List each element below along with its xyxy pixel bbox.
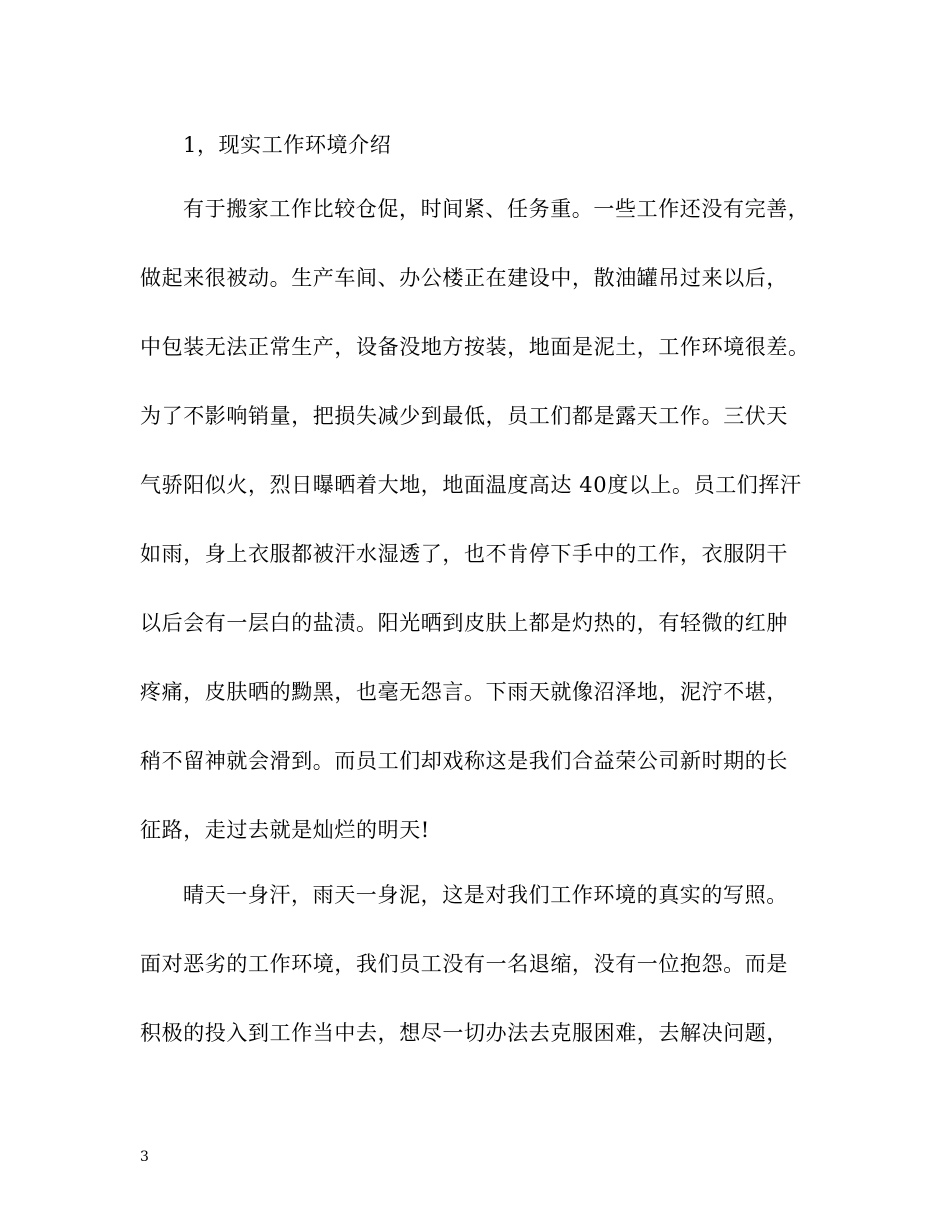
paragraph-line: 为了不影响销量，把损失减少到最低，员工们都是露天工作。三伏天 xyxy=(140,404,788,428)
paragraph-line: 气骄阳似火，烈日曝晒着大地，地面温度高达 40度以上。员工们挥汗 xyxy=(140,473,802,497)
paragraph-line: 积极的投入到工作当中去，想尽一切办法去克服困难，去解决问题， xyxy=(140,1021,788,1045)
paragraph-line: 疼痛，皮肤晒的黝黑，也毫无怨言。下雨天就像沼泽地，泥泞不堪， xyxy=(140,680,788,704)
page-number: 3 xyxy=(140,1149,149,1165)
paragraph-line: 有于搬家工作比较仓促，时间紧、任务重。一些工作还没有完善， xyxy=(183,197,810,221)
paragraph-line: 如雨，身上衣服都被汗水湿透了，也不肯停下手中的工作，衣服阴干 xyxy=(140,542,788,566)
paragraph-line: 面对恶劣的工作环境，我们员工没有一名退缩，没有一位抱怨。而是 xyxy=(140,952,788,976)
section-heading: 1，现实工作环境介绍 xyxy=(183,133,392,157)
paragraph-line: 做起来很被动。生产车间、办公楼正在建设中，散油罐吊过来以后， xyxy=(140,266,788,290)
paragraph-line: 中包装无法正常生产，设备没地方按装，地面是泥土，工作环境很差。 xyxy=(140,335,810,359)
paragraph-line: 晴天一身汗，雨天一身泥，这是对我们工作环境的真实的写照。 xyxy=(183,883,788,907)
paragraph-line: 征路，走过去就是灿烂的明天! xyxy=(140,818,430,842)
paragraph-line: 稍不留神就会滑到。而员工们却戏称这是我们合益荣公司新时期的长 xyxy=(140,749,788,773)
paragraph-line: 以后会有一层白的盐渍。阳光晒到皮肤上都是灼热的，有轻微的红肿 xyxy=(140,611,788,635)
